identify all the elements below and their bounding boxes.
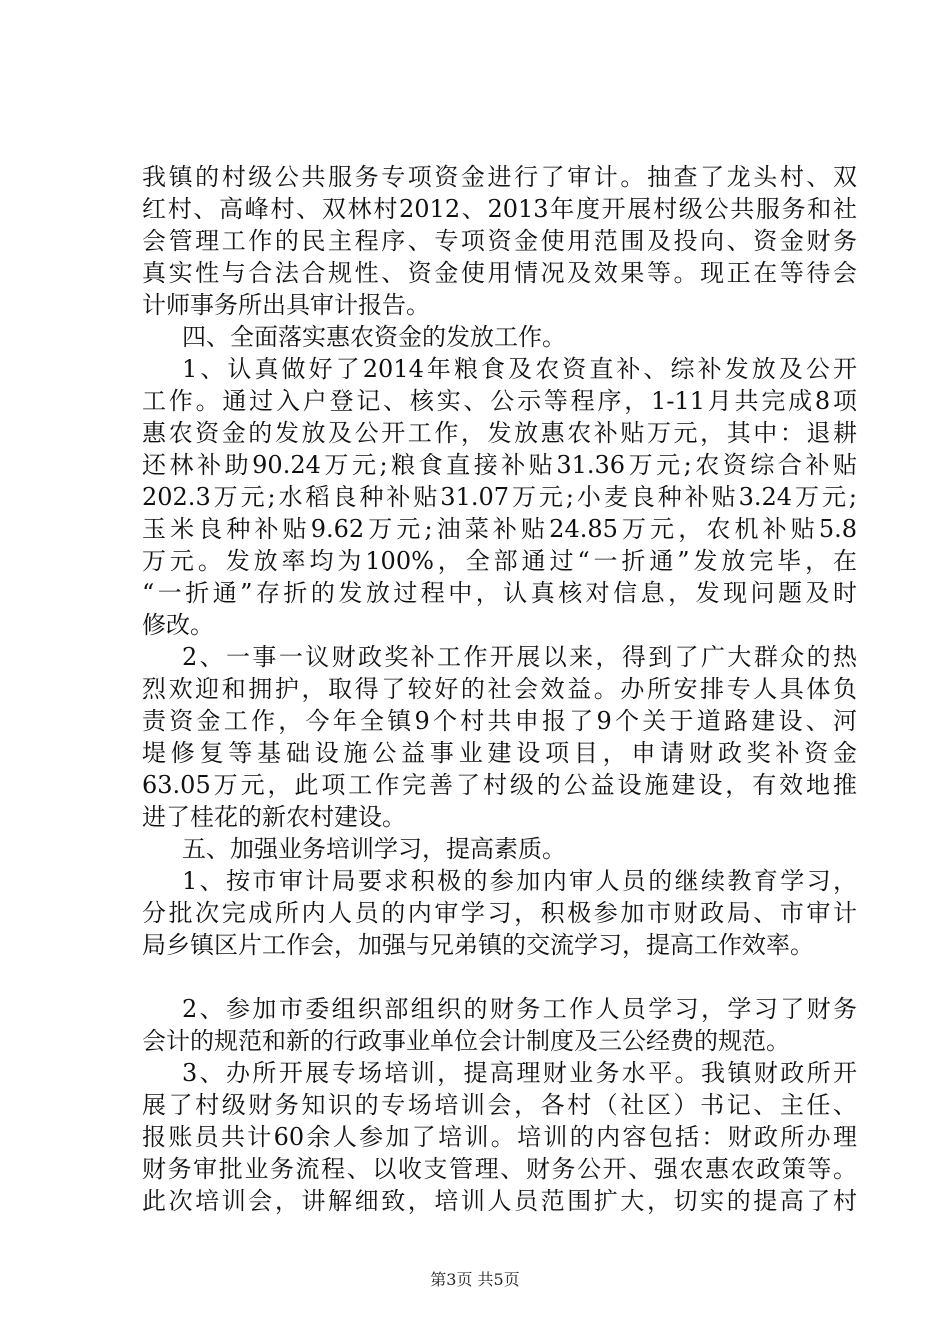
text-line: 我镇的村级公共服务专项资金进行了审计。抽查了龙头村、双 — [142, 163, 857, 191]
text-line: 万元。发放率均为100%，全部通过“一折通”发放完毕，在 — [142, 547, 857, 575]
section-heading: 四、全面落实惠农资金的发放工作。 — [182, 323, 566, 351]
text-line: 修改。 — [142, 611, 214, 639]
document-body — [142, 161, 857, 1217]
text-line: 63.05万元，此项工作完善了村级的公益设施建设，有效地推 — [142, 771, 857, 799]
text-line: 局乡镇区片工作会，加强与兄弟镇的交流学习，提高工作效率。 — [142, 931, 814, 959]
page-number: 第3页 共5页 — [430, 1270, 520, 1289]
text-line: 责资金工作，今年全镇9个村共申报了9个关于道路建设、河 — [142, 707, 857, 735]
text-line: 工作。通过入户登记、核实、公示等程序，1-11月共完成8项 — [142, 387, 857, 415]
text-line: 2、参加市委组织部组织的财务工作人员学习，学习了财务 — [182, 995, 857, 1023]
text-line: “一折通”存折的发放过程中，认真核对信息，发现问题及时 — [142, 579, 857, 607]
text-line: 计师事务所出具审计报告。 — [142, 291, 430, 319]
text-line: 还林补助90.24万元;粮食直接补贴31.36万元;农资综合补贴 — [142, 451, 857, 479]
text-line: 堤修复等基础设施公益事业建设项目，申请财政奖补资金 — [142, 739, 857, 767]
section-heading: 五、加强业务培训学习，提高素质。 — [182, 835, 566, 863]
text-line: 报账员共计60余人参加了培训。培训的内容包括：财政所办理 — [142, 1123, 857, 1151]
text-line: 2、一事一议财政奖补工作开展以来，得到了广大群众的热 — [182, 643, 857, 671]
text-line: 玉米良种补贴9.62万元;油菜补贴24.85万元，农机补贴5.8 — [142, 515, 857, 543]
text-line: 进了桂花的新农村建设。 — [142, 803, 406, 831]
text-line: 红村、高峰村、双林村2012、2013年度开展村级公共服务和社 — [142, 195, 857, 223]
text-line: 3、办所开展专场培训，提高理财业务水平。我镇财政所开 — [182, 1059, 857, 1087]
text-line: 真实性与合法合规性、资金使用情况及效果等。现正在等待会 — [142, 259, 857, 287]
text-line: 1、认真做好了2014年粮食及农资直补、综补发放及公开 — [182, 355, 857, 383]
text-line: 此次培训会，讲解细致，培训人员范围扩大，切实的提高了村 — [142, 1187, 857, 1215]
text-line: 惠农资金的发放及公开工作，发放惠农补贴万元，其中：退耕 — [142, 419, 857, 447]
text-line: 会管理工作的民主程序、专项资金使用范围及投向、资金财务 — [142, 227, 857, 255]
text-line: 展了村级财务知识的专场培训会，各村（社区）书记、主任、 — [142, 1091, 857, 1119]
text-line: 分批次完成所内人员的内审学习，积极参加市财政局、市审计 — [142, 899, 857, 927]
text-line: 1、按市审计局要求积极的参加内审人员的继续教育学习， — [182, 867, 857, 895]
text-line: 202.3万元;水稻良种补贴31.07万元;小麦良种补贴3.24万元; — [142, 483, 857, 511]
text-line: 财务审批业务流程、以收支管理、财务公开、强农惠农政策等。 — [142, 1155, 857, 1183]
text-line: 会计的规范和新的行政事业单位会计制度及三公经费的规范。 — [142, 1027, 790, 1055]
text-line: 烈欢迎和拥护，取得了较好的社会效益。办所安排专人具体负 — [142, 675, 857, 703]
blank-line — [142, 961, 857, 993]
page-footer — [0, 1270, 950, 1290]
